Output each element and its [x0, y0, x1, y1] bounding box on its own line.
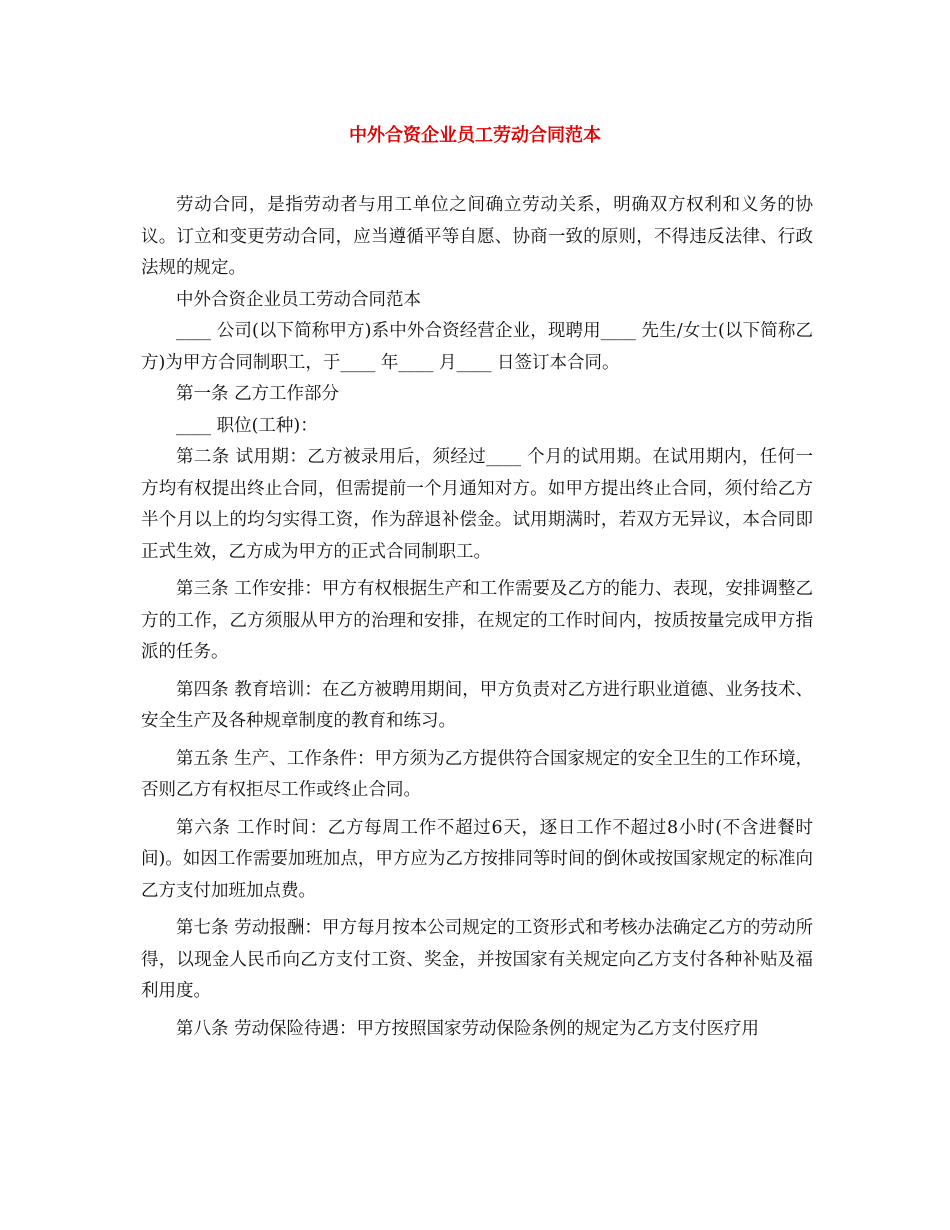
paragraph-article-4: 第四条 教育培训：在乙方被聘用期间，甲方负责对乙方进行职业道德、业务技术、安全生产及各种规章制度的教育和练习。	[141, 679, 813, 731]
paragraph-article-2: 第二条 试用期：乙方被录用后，须经过____ 个月的试用期。在试用期内，任何一方均有权提出终止合同，但需提前一个月通知对方。如甲方提出终止合同，须付给乙方半个月以上的均匀实得工资，作为辞退补偿金。试用期满时，若双方无异议，本合同即正式生效，乙方成为甲方的正式合同制职工。	[141, 447, 813, 562]
document-title: 中外合资企业员工劳动合同范本	[349, 125, 601, 146]
paragraph-intro: 劳动合同，是指劳动者与用工单位之间确立劳动关系，明确双方权利和义务的协议。订立和变更劳动合同，应当遵循平等自愿、协商一致的原则，不得违反法律、行政法规的规定。	[141, 195, 813, 278]
paragraph-article-3: 第三条 工作安排：甲方有权根据生产和工作需要及乙方的能力、表现，安排调整乙方的工作，乙方须服从甲方的治理和安排，在规定的工作时间内，按质按量完成甲方指派的任务。	[141, 579, 813, 662]
paragraph-article-7: 第七条 劳动报酬：甲方每月按本公司规定的工资形式和考核办法确定乙方的劳动所得，以现金人民币向乙方支付工资、奖金，并按国家有关规定向乙方支付各种补贴及福利用度。	[141, 918, 813, 1001]
paragraph-article-1: 第一条 乙方工作部分	[176, 384, 340, 404]
paragraph-parties: ____ 公司(以下简称甲方)系中外合资经营企业，现聘用____ 先生/女士(以下简称乙方)为甲方合同制职工，于____ 年____ 月____ 日签订本合同。	[141, 321, 813, 373]
paragraph-position: ____ 职位(工种)：	[176, 415, 318, 436]
paragraph-article-6: 第六条 工作时间：乙方每周工作不超过6天，逐日工作不超过8小时(不含进餐时间)。如因工作需要加班加点，甲方应为乙方按排同等时间的倒休或按国家规定的标准向乙方支付加班加点费。	[141, 817, 813, 901]
paragraph-article-5: 第五条 生产、工作条件：甲方须为乙方提供符合国家规定的安全卫生的工作环境，否则乙方有权拒尽工作或终止合同。	[141, 748, 813, 800]
paragraph-article-8: 第八条 劳动保险待遇：甲方按照国家劳动保险条例的规定为乙方支付医疗用	[176, 1018, 760, 1039]
paragraph-subtitle: 中外合资企业员工劳动合同范本	[176, 289, 421, 310]
document-body	[141, 190, 813, 1045]
